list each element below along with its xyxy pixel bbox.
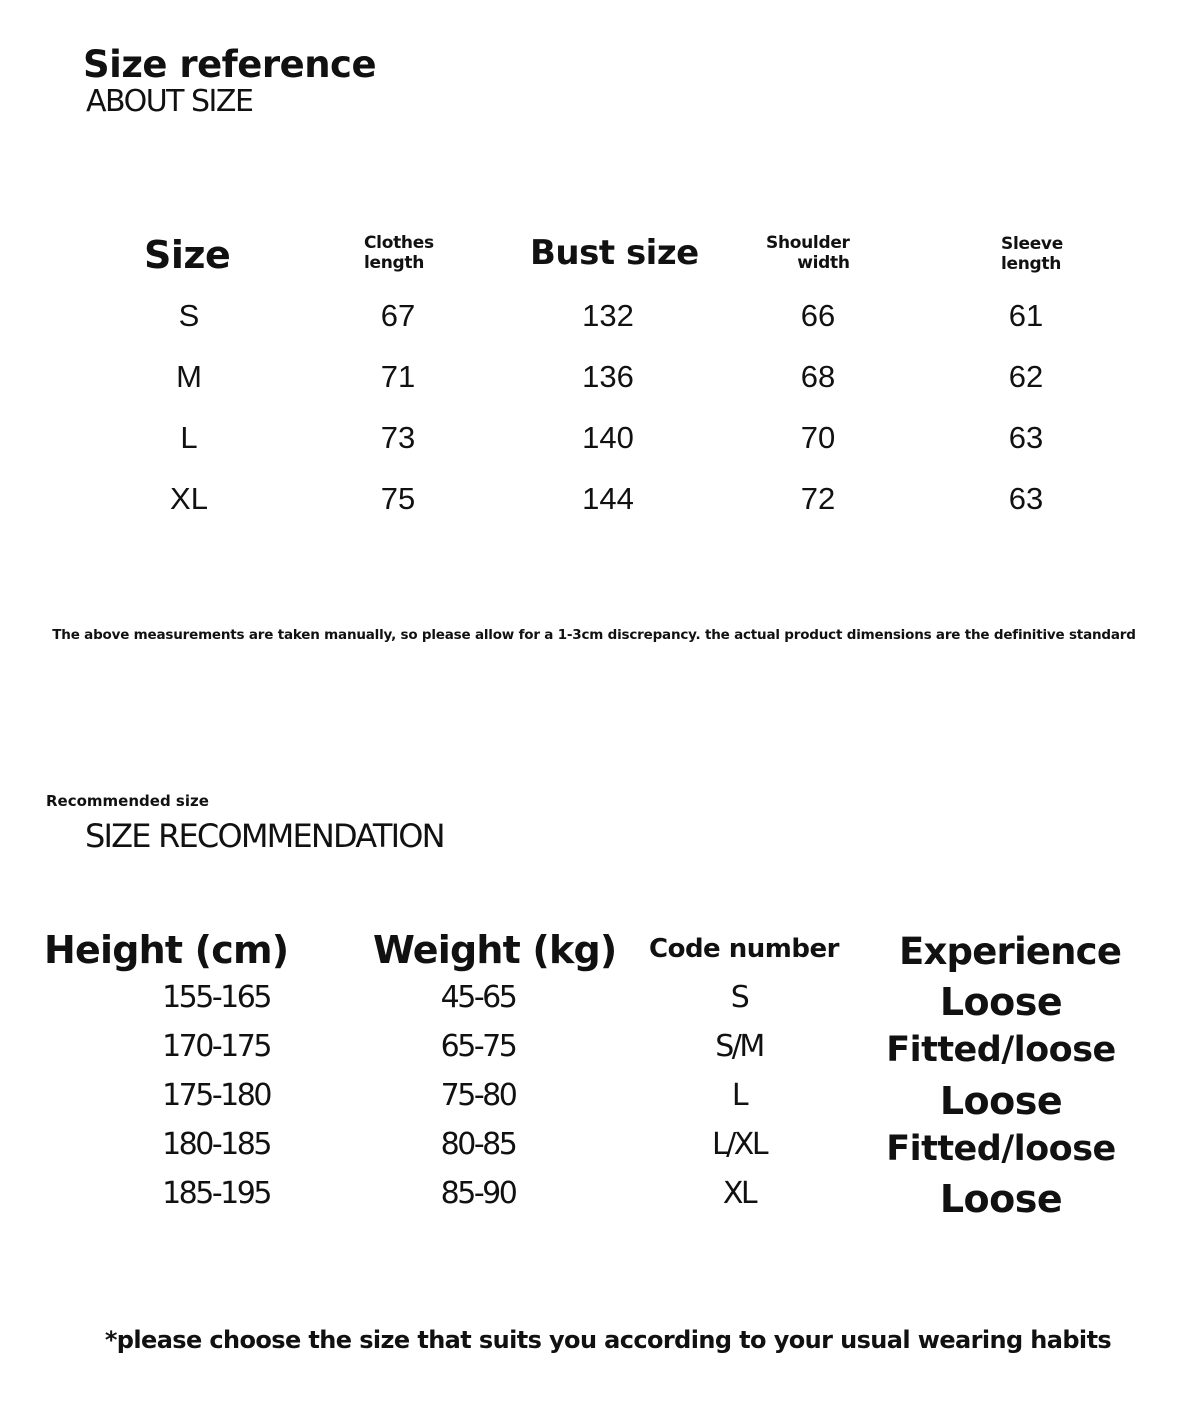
cell-bust-size: 144: [582, 481, 634, 516]
cell-shoulder-width: 70: [800, 420, 836, 455]
cell-height: 180-185: [162, 1127, 270, 1162]
cell-experience: Fitted/loose: [886, 1030, 1116, 1070]
cell-size: M: [176, 359, 202, 394]
cell-sleeve-length: 62: [1008, 359, 1044, 394]
about-size-subtitle: ABOUT SIZE: [86, 84, 253, 119]
cell-sleeve-length: 61: [1008, 298, 1044, 333]
header-clothes-length: [364, 233, 434, 273]
wearing-habits-note: *please choose the size that suits you according to your usual wearing habits: [104, 1326, 1112, 1354]
cell-clothes-length: 75: [380, 481, 416, 516]
cell-code: L: [731, 1078, 747, 1113]
header-height: Height (cm): [44, 928, 289, 972]
cell-sleeve-length: 63: [1008, 420, 1044, 455]
measurement-note: The above measurements are taken manually, so please allow for a 1-3cm discrepancy. the actual product dimensions are the definitive standard: [52, 627, 1136, 643]
cell-bust-size: 132: [582, 298, 634, 333]
cell-experience: Loose: [939, 980, 1063, 1024]
cell-size: XL: [170, 481, 208, 516]
header-size: Size: [144, 233, 231, 277]
cell-clothes-length: 71: [380, 359, 416, 394]
header-bust-size: Bust size: [530, 233, 699, 273]
cell-code: S/M: [715, 1029, 763, 1064]
cell-shoulder-width: 72: [800, 481, 836, 516]
cell-size: L: [180, 420, 198, 455]
cell-code: XL: [722, 1176, 756, 1211]
size-recommendation-subtitle: SIZE RECOMMENDATION: [85, 817, 444, 855]
cell-size: S: [178, 298, 200, 333]
header-shoulder-width-line2: width: [797, 253, 850, 273]
header-shoulder-width-line1: Shoulder: [766, 233, 850, 253]
cell-weight: 45-65: [440, 980, 516, 1015]
header-experience: Experience: [899, 930, 1122, 973]
cell-weight: 85-90: [440, 1176, 516, 1211]
cell-experience: Loose: [939, 1177, 1063, 1221]
cell-code: S: [730, 980, 748, 1015]
header-clothes-length-line2: length: [364, 253, 425, 273]
header-weight: Weight (kg): [373, 928, 617, 972]
cell-weight: 80-85: [440, 1127, 516, 1162]
cell-clothes-length: 73: [380, 420, 416, 455]
cell-code: L/XL: [711, 1127, 767, 1162]
cell-weight: 75-80: [440, 1078, 516, 1113]
cell-height: 185-195: [162, 1176, 270, 1211]
cell-shoulder-width: 66: [800, 298, 836, 333]
cell-experience: Fitted/loose: [886, 1129, 1116, 1169]
header-sleeve-length-line2: length: [1001, 254, 1062, 274]
cell-height: 155-165: [162, 980, 270, 1015]
cell-weight: 65-75: [440, 1029, 516, 1064]
header-shoulder-width: [766, 233, 850, 273]
recommended-size-title: Recommended size: [46, 792, 209, 810]
cell-shoulder-width: 68: [800, 359, 836, 394]
cell-sleeve-length: 63: [1008, 481, 1044, 516]
cell-clothes-length: 67: [380, 298, 416, 333]
header-sleeve-length-line1: Sleeve: [1001, 234, 1063, 254]
header-sleeve-length: [1001, 234, 1063, 274]
cell-height: 170-175: [162, 1029, 270, 1064]
header-code-number: Code number: [649, 934, 839, 964]
size-reference-title: Size reference: [83, 43, 377, 86]
cell-bust-size: 140: [582, 420, 634, 455]
cell-height: 175-180: [162, 1078, 270, 1113]
cell-bust-size: 136: [582, 359, 634, 394]
cell-experience: Loose: [939, 1079, 1063, 1123]
header-clothes-length-line1: Clothes: [364, 233, 434, 253]
